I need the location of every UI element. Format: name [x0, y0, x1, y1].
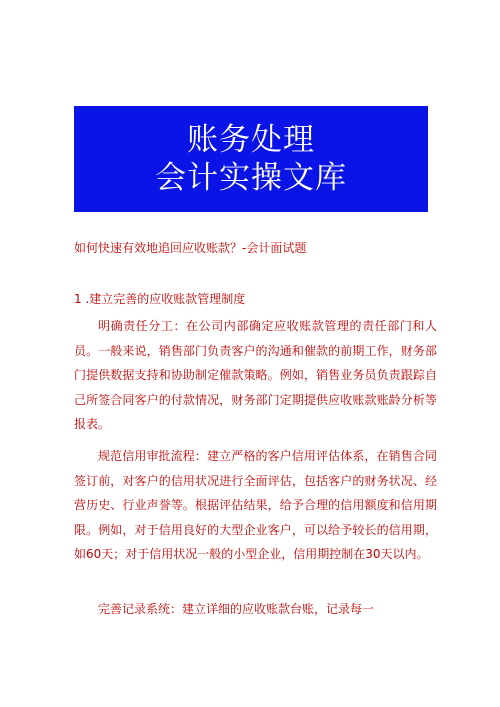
- paragraph-responsibility: 明确责任分工：在公司内部确定应收账款管理的责任部门和人员。一般来说，销售部门负责客户的沟通和催款的前期工作，财务部门提供数据支持和协助制定催款策略。例如，销售业务员负责跟踪自己所签合同客户的付款情况，财务部门定期提供应收账款账龄分析等报表。: [74, 319, 437, 431]
- section-heading: 1 .建立完善的应收账款管理制度: [74, 292, 246, 306]
- paragraph-credit-approval: 规范信用审批流程：建立严格的客户信用评估体系，在销售合同签订前，对客户的信用状况进行全面评估，包括客户的财务状况、经营历史、行业声誉等。根据评估结果，给予合理的信用额度和信用期限。例如，对于信用良好的大型企业客户，可以给予较长的信用期，如60天；对于信用状况一般的小型企业，信用期控制在30天以内。: [74, 449, 437, 561]
- question-title: 如何快速有效地追回应收账款？-会计面试题: [74, 241, 307, 255]
- paragraph-record-system: 完善记录系统：建立详细的应收账款台账，记录每一: [98, 602, 375, 616]
- banner-title-line-1: 账务处理: [187, 122, 315, 158]
- title-banner: [74, 106, 428, 212]
- banner-title-line-2: 会计实操文库: [155, 160, 347, 196]
